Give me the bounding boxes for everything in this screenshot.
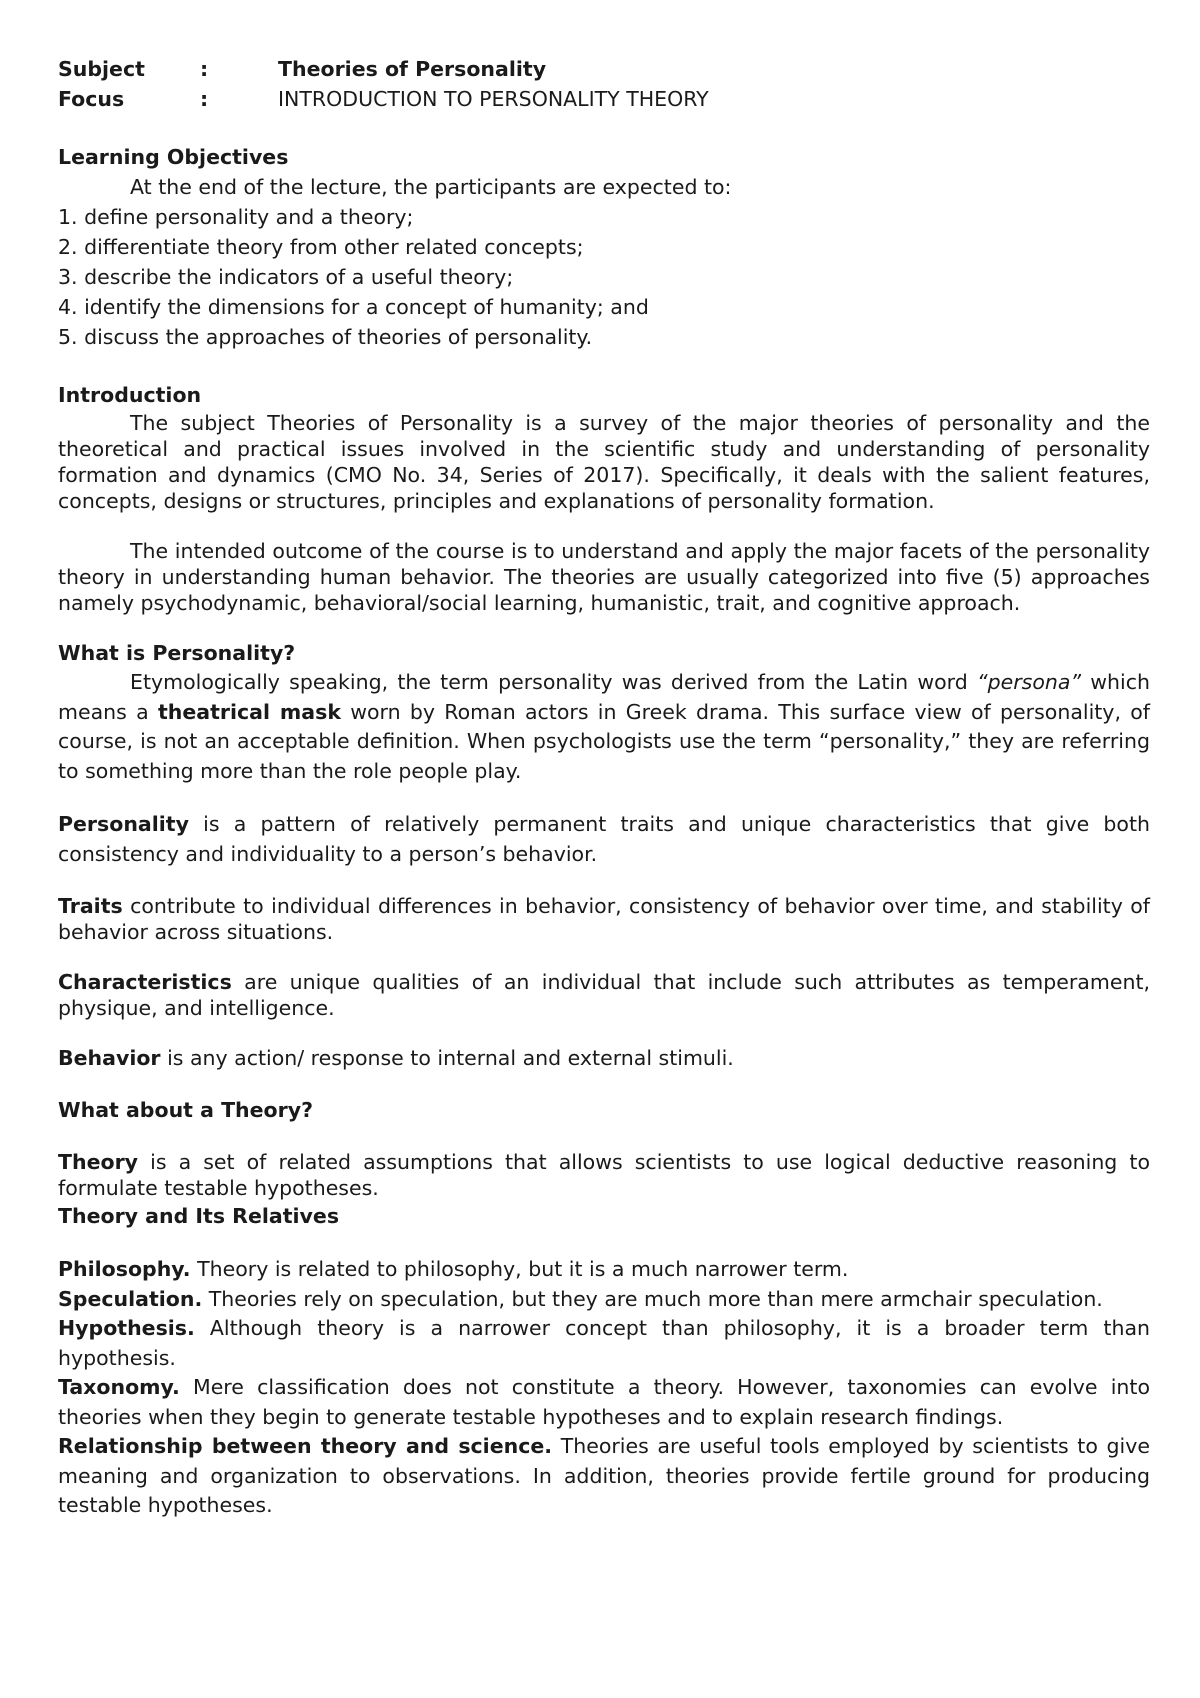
objectives-list	[58, 202, 1150, 352]
personality-definition-text: is a pattern of relatively permanent traits and unique characteristics that give both consistency and individuality to a person’s behavior.	[58, 812, 1150, 866]
document-page	[58, 54, 1150, 1521]
persona-italic: “persona”	[976, 670, 1082, 694]
relative-term-speculation: Speculation.	[58, 1286, 203, 1311]
list-item	[58, 1314, 1150, 1373]
relative-term-science: Relationship between theory and science.	[58, 1434, 553, 1458]
objectives-heading: Learning Objectives	[58, 145, 289, 169]
theory-relatives-list	[58, 1255, 1150, 1521]
characteristics-definition-text: are unique qualities of an individual that include such attributes as temperament, physique, and intelligence.	[58, 970, 1150, 1020]
theory-heading: What about a Theory?	[58, 1098, 313, 1122]
relative-text-philosophy: Theory is related to philosophy, but it is a much narrower term.	[190, 1257, 849, 1281]
relative-text-science: Theories are useful tools employed by scientists to give meaning and organization to observations. In addition, theories provide fertile ground for producing testable hypotheses.	[58, 1434, 1150, 1517]
list-item	[58, 1255, 1150, 1285]
personality-heading: What is Personality?	[58, 641, 296, 665]
theory-definition	[58, 1149, 1150, 1201]
personality-definition	[58, 810, 1150, 869]
list-item: 3. describe the indicators of a useful theory;	[58, 265, 514, 289]
subject-value: Theories of Personality	[278, 57, 547, 81]
focus-label: Focus	[58, 87, 125, 111]
etymology-text-c: worn by Roman actors in Greek drama. This surface view of personality, of course, is not an acceptable definition. When psychologists use the term “personality,” they are referring to something more than the role people play.	[58, 699, 1150, 783]
traits-definition	[58, 893, 1150, 945]
etymology-text-b: which means a	[58, 670, 1150, 724]
focus-row	[58, 84, 1150, 114]
personality-etymology-paragraph	[58, 668, 1150, 786]
theory-relatives-heading: Theory and Its Relatives	[58, 1204, 340, 1228]
etymology-text-a: Etymologically speaking, the term personality was derived from the Latin word	[130, 670, 977, 694]
list-item	[58, 1285, 1150, 1315]
list-item	[58, 1373, 1150, 1432]
objectives-intro: At the end of the lecture, the participants are expected to:	[130, 175, 732, 199]
subject-colon: :	[200, 57, 209, 81]
theory-definition-text: is a set of related assumptions that allows scientists to use logical deductive reasoning to formulate testable hypotheses.	[58, 1150, 1150, 1200]
theatrical-mask-bold: theatrical mask	[157, 699, 341, 724]
subject-row	[58, 54, 1150, 84]
list-item: 1. define personality and a theory;	[58, 205, 414, 229]
characteristics-term: Characteristics	[58, 970, 232, 994]
subject-label: Subject	[58, 57, 145, 81]
introduction-paragraph-2: The intended outcome of the course is to understand and apply the major facets of the personality theory in understanding human behavior. The theories are usually categorized into five (5) approaches namely psychodynamic, behavioral/social learning, humanistic, trait, and cognitive approach.	[58, 539, 1150, 615]
introduction-heading: Introduction	[58, 383, 202, 407]
relative-term-philosophy: Philosophy.	[58, 1257, 191, 1281]
behavior-term: Behavior	[58, 1046, 161, 1070]
traits-definition-text: contribute to individual differences in behavior, consistency of behavior over time, and stability of behavior across situations.	[58, 894, 1150, 944]
behavior-definition-text: is any action/ response to internal and external stimuli.	[160, 1046, 734, 1070]
list-item: 2. differentiate theory from other related concepts;	[58, 235, 584, 259]
relative-term-taxonomy: Taxonomy.	[58, 1375, 180, 1399]
traits-term: Traits	[58, 894, 123, 918]
relative-text-hypothesis: Although theory is a narrower concept than philosophy, it is a broader term than hypothesis.	[58, 1316, 1150, 1370]
characteristics-definition	[58, 969, 1150, 1021]
list-item	[58, 1432, 1150, 1521]
focus-colon: :	[200, 87, 209, 111]
relative-text-speculation: Theories rely on speculation, but they are much more than mere armchair speculation.	[202, 1286, 1103, 1311]
list-item: 5. discuss the approaches of theories of personality.	[58, 325, 593, 349]
introduction-paragraph-1: The subject Theories of Personality is a survey of the major theories of personality and the theoretical and practical issues involved in the scientific study and understanding of personality formation and dynamics (CMO No. 34, Series of 2017). Specifically, it deals with the salient features, concepts, designs or structures, principles and explanations of personality formation.	[58, 411, 1150, 513]
personality-term: Personality	[58, 812, 189, 836]
relative-term-hypothesis: Hypothesis.	[58, 1316, 195, 1340]
behavior-definition	[58, 1045, 1150, 1071]
theory-term: Theory	[58, 1150, 139, 1174]
relative-text-taxonomy: Mere classification does not constitute a theory. However, taxonomies can evolve into theories when they begin to generate testable hypotheses and to explain research findings.	[58, 1375, 1150, 1429]
focus-value: INTRODUCTION TO PERSONALITY THEORY	[278, 87, 709, 111]
list-item: 4. identify the dimensions for a concept of humanity; and	[58, 295, 649, 319]
